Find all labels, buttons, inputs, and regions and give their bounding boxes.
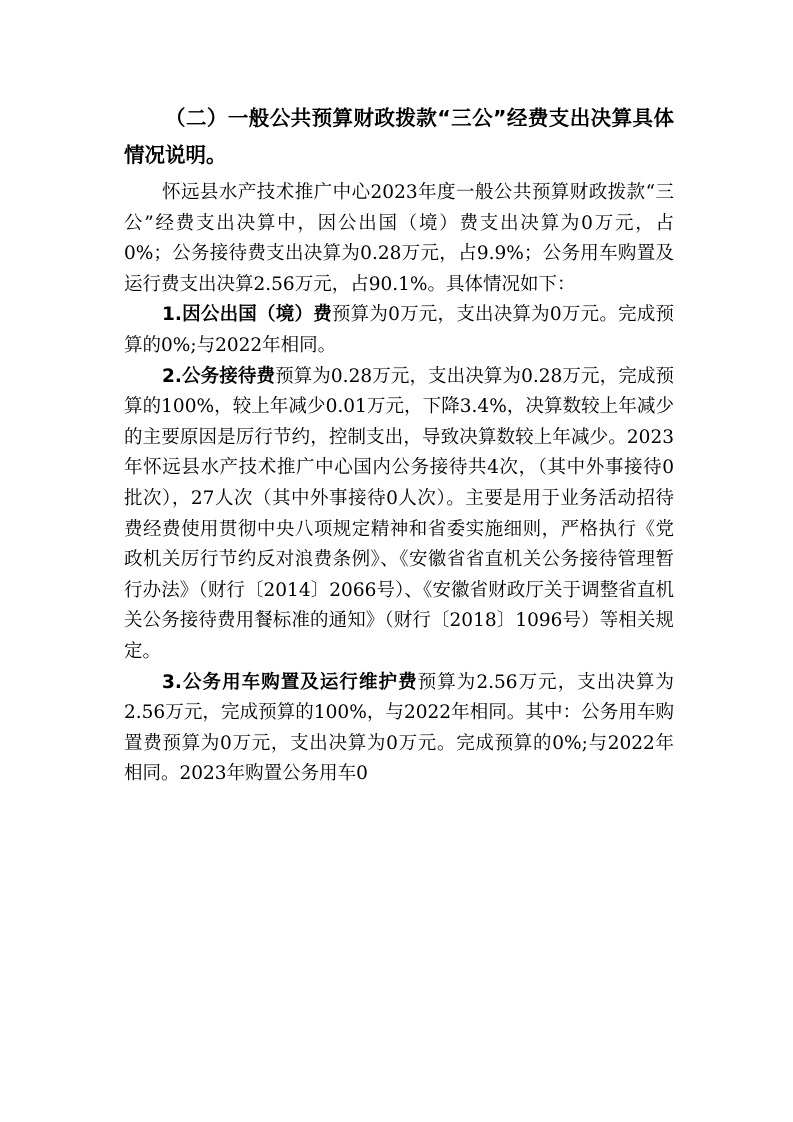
section-heading: （二）一般公共预算财政拨款“三公”经费支出决算具体情况说明。 xyxy=(124,106,674,167)
item-3-term: 3.公务用车购置及运行维护费 xyxy=(162,671,418,693)
intro-paragraph: 怀远县水产技术推广中心2023年度一般公共预算财政拨款“三公”经费支出决算中，因公出国（境）费支出决算为0万元，占0%；公务接待费支出决算为0.28万元，占9.9%；公务用车购置及运行费支出决算2.56万元，占90.1%。具体情况如下： xyxy=(124,182,674,295)
item-2-term: 2.公务接待费 xyxy=(162,365,276,387)
item-3-paragraph xyxy=(124,668,674,790)
item-1-term: 1.因公出国（境）费 xyxy=(162,304,332,326)
item-2-text: 预算为0.28万元，支出决算为0.28万元，完成预算的100%，较上年减少0.01万元，下降3.4%，决算数较上年减少的主要原因是厉行节约，控制支出，导致决算数较上年减少。2023年怀远县水产技术推广中心国内公务接待共4次，（其中外事接待0批次），27人次（其中外事接待0人次）。主要是用于业务活动招待费经费使用贯彻中央八项规定精神和省委实施细则，严格执行《党政机关厉行节约反对浪费条例》、《安徽省省直机关公务接待管理暂行办法》（财行〔2014〕2066号）、《安徽省财政厅关于调整省直机关公务接待费用餐标准的通知》（财行〔2018〕1096号）等相关规定。 xyxy=(124,365,674,662)
item-1-text: 预算为0万元，支出决算为0万元。完成预算的0%;与2022年相同。 xyxy=(124,304,674,356)
item-3-text: 预算为2.56万元，支出决算为2.56万元，完成预算的100%，与2022年相同。其中：公务用车购置费预算为0万元，支出决算为0万元。完成预算的0%;与2022年相同。2023年购置公务用车0 xyxy=(124,671,674,785)
item-2-paragraph xyxy=(124,362,674,668)
item-1-paragraph xyxy=(124,300,674,361)
document-page xyxy=(124,100,674,790)
